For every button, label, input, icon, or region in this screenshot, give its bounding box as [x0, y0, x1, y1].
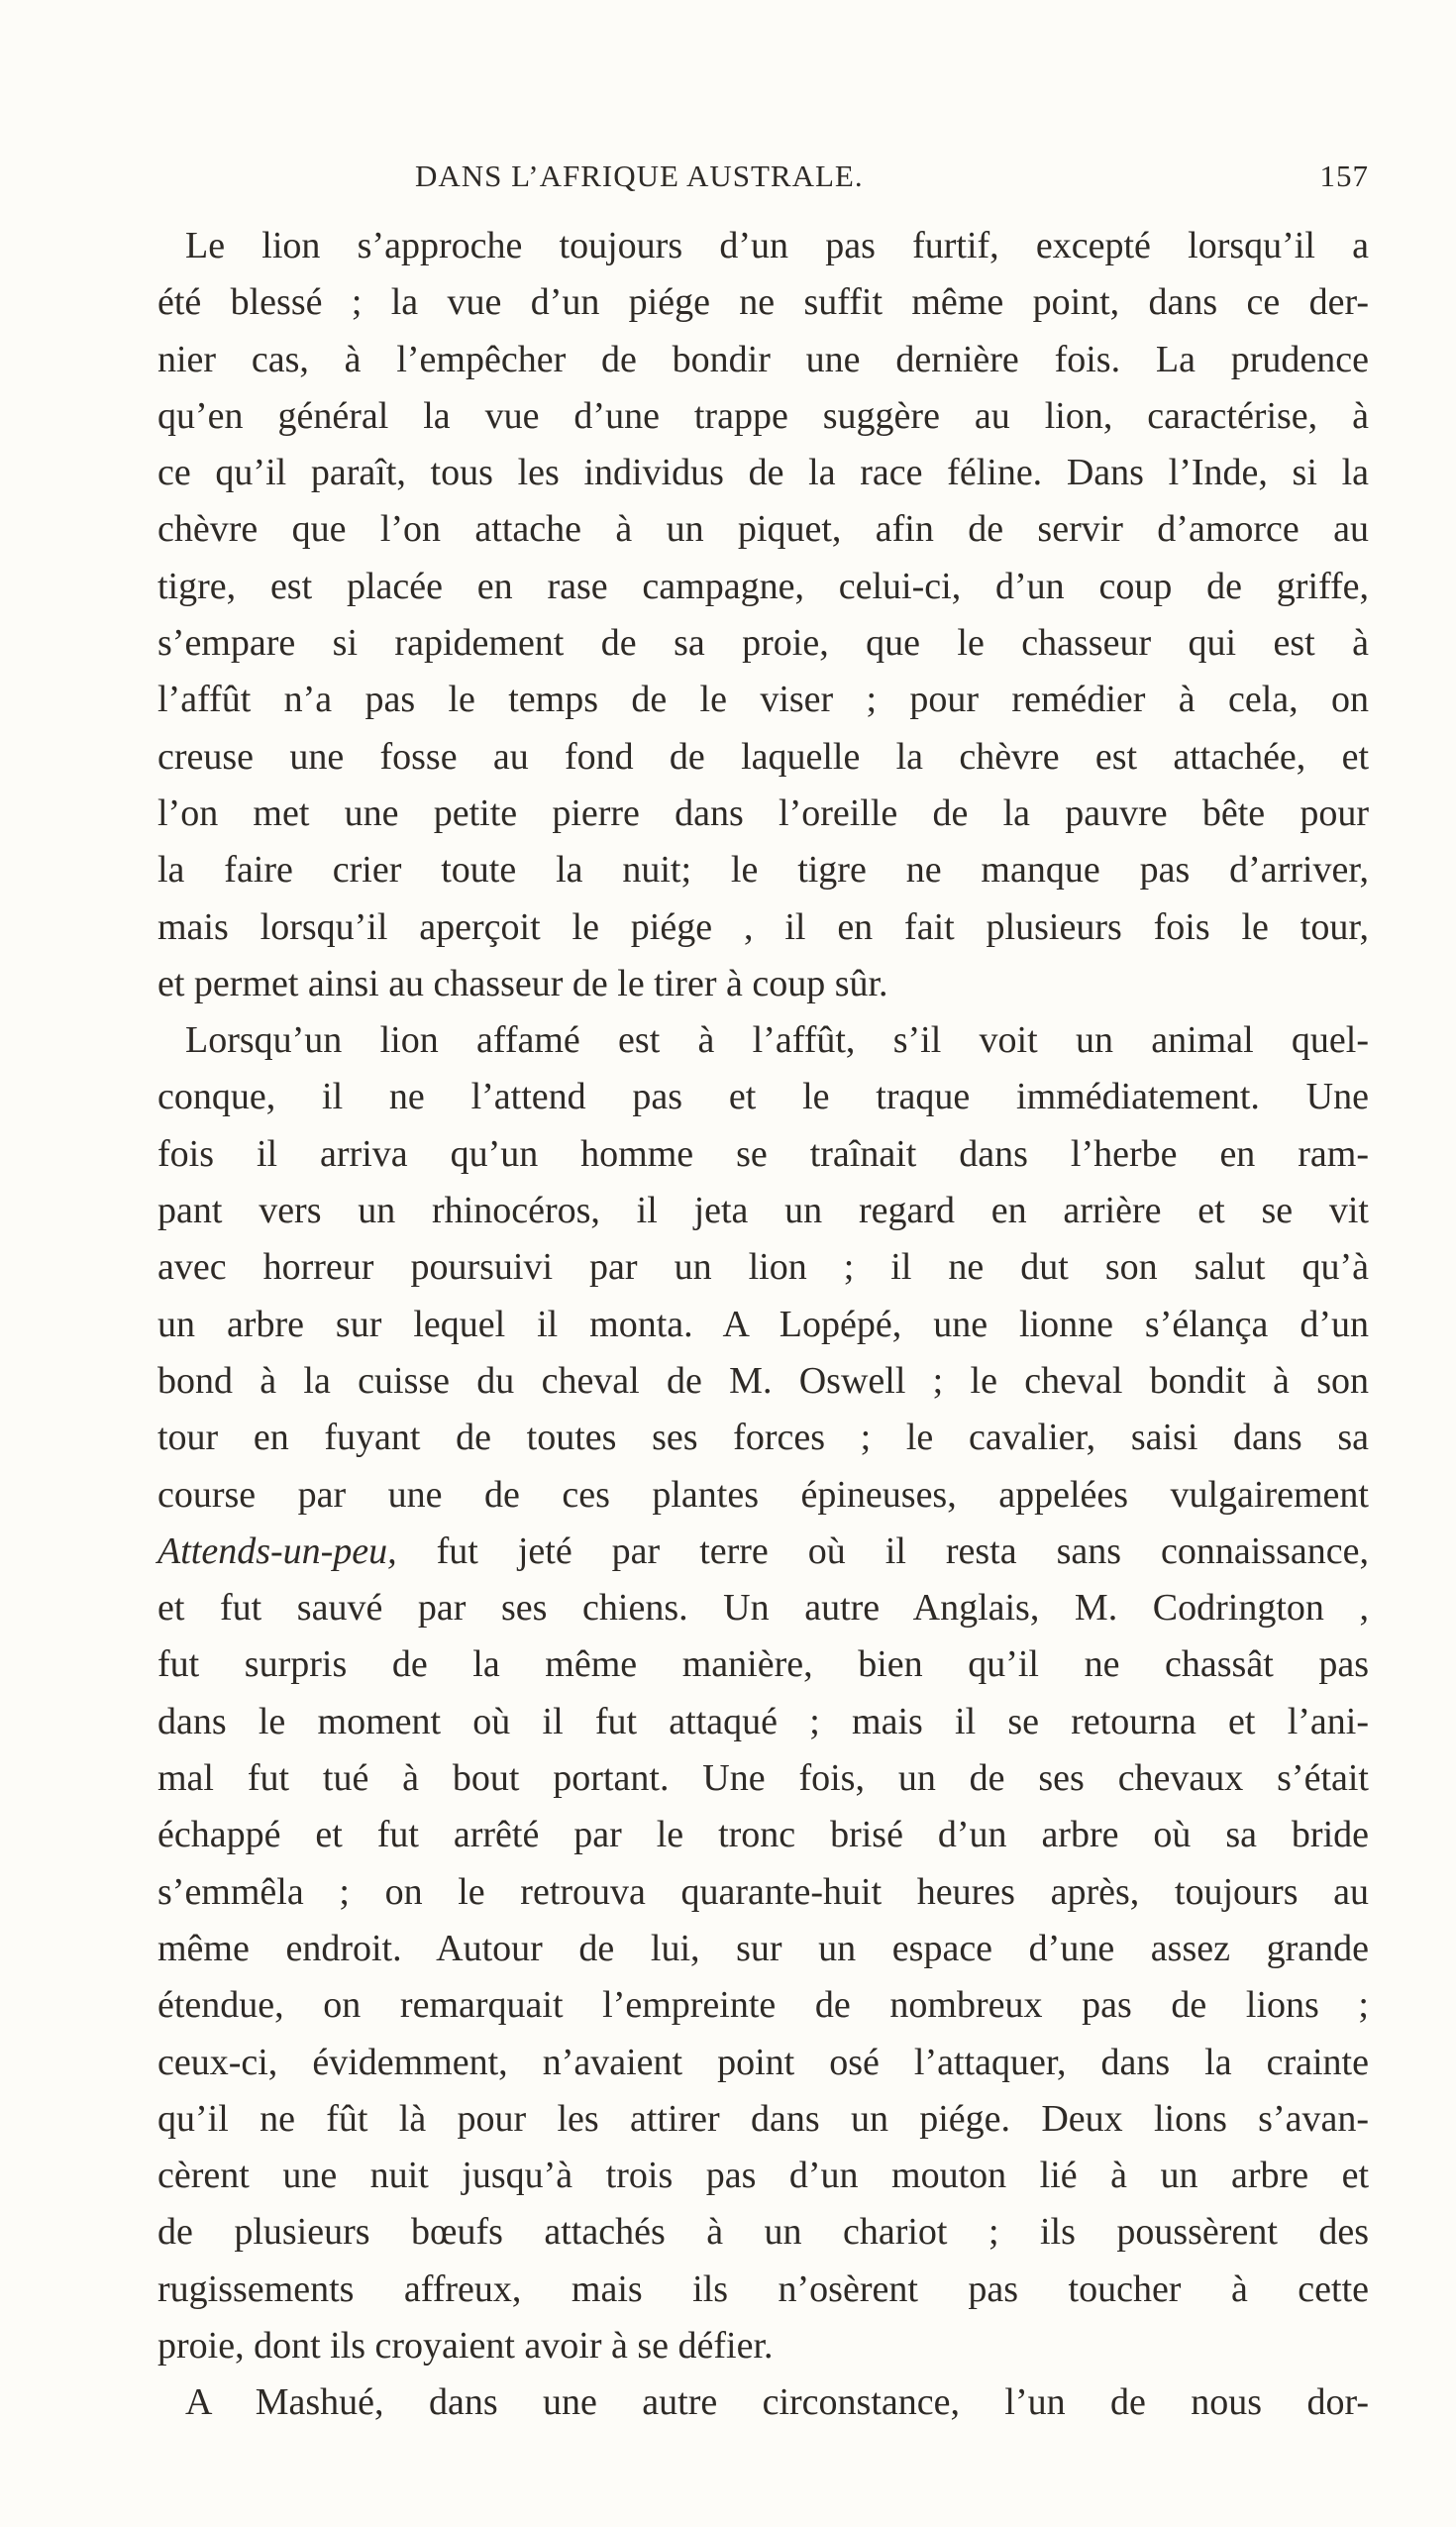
text-segment: A Mashué, dans une autre circonstance, l’un de nous dor- [185, 2381, 1369, 2424]
text-segment: qu’il ne fût là pour les attirer dans un piége. Deux lions s’avan- [157, 2097, 1369, 2140]
text-segment: la faire crier toute la nuit; le tigre ne manque pas d’arriver, [157, 849, 1369, 892]
text-segment: course par une de ces plantes épineuses, appelées vulgairement [157, 1473, 1369, 1516]
text-line [157, 332, 1369, 388]
text-segment: l’affût n’a pas le temps de le viser ; pour remédier à cela, on [157, 679, 1369, 721]
text-segment: fut surpris de la même manière, bien qu’il ne chassât pas [157, 1643, 1369, 1686]
text-segment: tigre, est placée en rase campagne, celui-ci, d’un coup de griffe, [157, 565, 1369, 607]
text-segment: fut jeté par terre où il resta sans connaissance, [396, 1529, 1369, 1572]
text-line [157, 1694, 1369, 1750]
text-line [157, 2035, 1369, 2091]
text-segment: chèvre que l’on attache à un piquet, afin de servir d’amorce au [157, 508, 1369, 551]
text-segment: ce qu’il paraît, tous les individus de la race féline. Dans l’Inde, si la [157, 452, 1369, 494]
text-segment: Lorsqu’un lion affamé est à l’affût, s’il voit un animal quel- [185, 1019, 1369, 1062]
text-line [157, 1807, 1369, 1863]
text-line [157, 2148, 1369, 2204]
text-line [157, 218, 1369, 274]
text-segment: et permet ainsi au chasseur de le tirer à coup sûr. [157, 962, 888, 1004]
text-line [157, 1126, 1369, 1183]
text-segment: avec horreur poursuivi par un lion ; il ne dut son salut qu’à [157, 1246, 1369, 1289]
text-segment: un arbre sur lequel il monta. A Lopépé, une lionne s’élança d’un [157, 1303, 1369, 1345]
text-segment: et fut sauvé par ses chiens. Un autre Anglais, M. Codrington , [157, 1587, 1369, 1630]
text-line [157, 899, 1369, 956]
text-line [157, 842, 1369, 898]
paragraph [157, 218, 1369, 1012]
text-segment: tour en fuyant de toutes ses forces ; le cavalier, saisi dans sa [157, 1417, 1369, 1459]
text-line [157, 1410, 1369, 1466]
text-line [157, 1467, 1369, 1524]
text-segment: fois il arriva qu’un homme se traînait dans l’herbe en ram- [157, 1132, 1369, 1175]
text-segment: étendue, on remarquait l’empreinte de nombreux pas de lions ; [157, 1984, 1369, 2027]
text-line [157, 274, 1369, 331]
text-line [157, 501, 1369, 558]
text-line [157, 1239, 1369, 1296]
text-segment: échappé et fut arrêté par le tronc brisé d’un arbre où sa bride [157, 1814, 1369, 1856]
text-line [157, 1864, 1369, 1921]
text-line [157, 1012, 1369, 1069]
text-segment: conque, il ne l’attend pas et le traque immédiatement. Une [157, 1076, 1369, 1118]
text-line [157, 1580, 1369, 1636]
text-line [157, 1069, 1369, 1125]
text-line [157, 1297, 1369, 1353]
italic-term: Attends-un-peu, [157, 1529, 397, 1572]
text-line [157, 1636, 1369, 1693]
paragraph [157, 2374, 1369, 2431]
text-line [157, 1921, 1369, 1977]
text-segment: qu’en général la vue d’une trappe suggère au lion, caractérise, à [157, 394, 1369, 437]
text-line [157, 1183, 1369, 1239]
running-title: DANS L’AFRIQUE AUSTRALE. [415, 158, 864, 193]
running-header [157, 158, 1369, 202]
text-line [157, 1524, 1369, 1580]
text-segment: cèrent une nuit jusqu’à trois pas d’un mouton lié à un arbre et [157, 2155, 1369, 2197]
text-line [157, 786, 1369, 842]
text-segment: bond à la cuisse du cheval de M. Oswell ; le cheval bondit à son [157, 1359, 1369, 1402]
text-line [157, 672, 1369, 728]
text-line [157, 615, 1369, 672]
text-line [157, 559, 1369, 615]
text-segment: pant vers un rhinocéros, il jeta un regard en arrière et se vit [157, 1190, 1369, 1232]
text-line [157, 1353, 1369, 1410]
text-segment: nier cas, à l’empêcher de bondir une dernière fois. La prudence [157, 338, 1369, 380]
text-segment: mais lorsqu’il aperçoit le piége , il en fait plusieurs fois le tour, [157, 905, 1369, 948]
text-line [157, 2204, 1369, 2261]
text-segment: creuse une fosse au fond de laquelle la chèvre est attachée, et [157, 735, 1369, 778]
text-line [157, 1750, 1369, 1807]
text-segment: l’on met une petite pierre dans l’oreille de la pauvre bête pour [157, 791, 1369, 834]
text-segment: s’emmêla ; on le retrouva quarante-huit heures après, toujours au [157, 1870, 1369, 1913]
text-segment: rugissements affreux, mais ils n’osèrent pas toucher à cette [157, 2267, 1369, 2310]
page-number: 157 [1319, 158, 1369, 193]
text-segment: proie, dont ils croyaient avoir à se défier. [157, 2324, 774, 2367]
text-segment: été blessé ; la vue d’un piége ne suffit même point, dans ce der- [157, 281, 1369, 324]
text-segment: ceux-ci, évidemment, n’avaient point osé l’attaquer, dans la crainte [157, 2041, 1369, 2083]
text-line [157, 956, 1369, 1012]
text-segment: s’empare si rapidement de sa proie, que le chasseur qui est à [157, 622, 1369, 665]
text-line [157, 2091, 1369, 2148]
text-line [157, 2262, 1369, 2318]
text-segment: de plusieurs bœufs attachés à un chariot ; ils poussèrent des [157, 2211, 1369, 2254]
text-line [157, 388, 1369, 445]
text-line [157, 2374, 1369, 2431]
text-line [157, 729, 1369, 786]
text-line [157, 2318, 1369, 2374]
text-segment: Le lion s’approche toujours d’un pas furtif, excepté lorsqu’il a [185, 225, 1369, 266]
text-segment: même endroit. Autour de lui, sur un espace d’une assez grande [157, 1927, 1369, 1969]
body-text [157, 218, 1369, 2432]
text-segment: dans le moment où il fut attaqué ; mais il se retourna et l’ani- [157, 1700, 1369, 1742]
text-segment: mal fut tué à bout portant. Une fois, un de ses chevaux s’était [157, 1757, 1369, 1800]
text-line [157, 445, 1369, 501]
text-line [157, 1977, 1369, 2034]
paragraph [157, 1012, 1369, 2374]
